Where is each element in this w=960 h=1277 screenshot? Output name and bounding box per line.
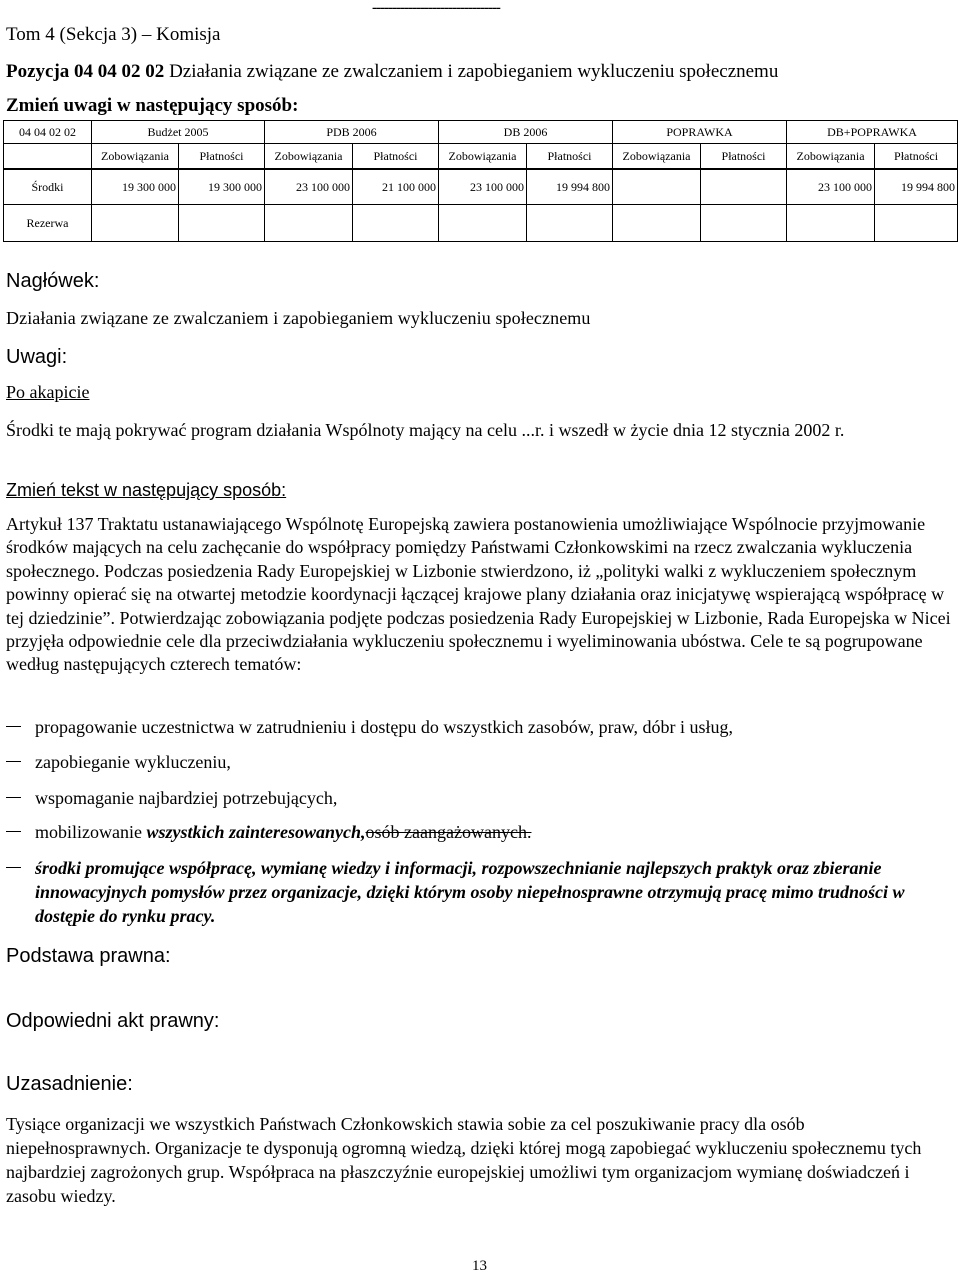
table-cell <box>179 205 265 242</box>
column-header: Zobowiązania <box>787 144 875 170</box>
inserted-text: środki promujące współpracę, wymianę wiedzy i informacji, rozpowszechnianie najlepszych praktyk oraz zbieranie innowacyjnych pomysłów przez organizacje, dzięki którym osoby niepełnosprawne otrzymują pracę mimo trudności w dostępie do rynku pracy. <box>35 858 905 926</box>
dash-bullet <box>6 797 21 798</box>
column-header: Zobowiązania <box>92 144 179 170</box>
column-group: POPRAWKA <box>613 121 787 144</box>
list-item-text <box>35 820 951 844</box>
article-paragraph: Artykuł 137 Traktatu ustanawiającego Wspólnotę Europejską zawiera postanowienia umożliwiające Wspólnocie przyjmowanie środków mających na celu zachęcanie do współpracy pomiędzy Państwami Członkowskimi na rzecz zwalczania wykluczenia społecznego. Podczas posiedzenia Rady Europejskiej w Lizbonie stwierdzono, iż „polityki walki z wykluczeniem społecznym powinny opierać się na otwartej metodzie koordynacji łączącej krajowe plany działania oraz inicjatywę wspierającą współpracę w tej dziedzinie”. Potwierdzając zobowiązania podjęte podczas posiedzenia Rady Europejskiej w Lizbonie, Rada Europejska w Nicei przyjęła odpowiednie cele dla przeciwdziałania wykluczeniu społecznemu i wyeliminowania ubóstwa. Cele te są pogrupowane według następujących czterech tematów: <box>6 514 951 675</box>
table-cell <box>875 205 958 242</box>
remarks-label: Uwagi: <box>6 346 68 368</box>
table-cell: 19 994 800 <box>527 169 613 205</box>
justification-label: Uzasadnienie: <box>6 1073 133 1095</box>
column-header: Zobowiązania <box>439 144 527 170</box>
budget-table <box>3 120 958 242</box>
legal-basis-label: Podstawa prawna: <box>6 945 171 967</box>
inserted-text: wszystkich zainteresowanych, <box>146 822 366 842</box>
after-paragraph-note: Po akapicie <box>6 382 90 402</box>
column-header: Zobowiązania <box>265 144 353 170</box>
table-cell <box>787 205 875 242</box>
top-dash-line: -------------------------------- <box>372 0 500 16</box>
column-header: Płatności <box>353 144 439 170</box>
list-item <box>6 786 951 810</box>
row-label: Rezerwa <box>4 205 92 242</box>
table-row <box>4 205 958 242</box>
deleted-text: osób zaangażowanych. <box>365 822 532 842</box>
list-item-text: propagowanie uczestnictwa w zatrudnieniu i dostępu do wszystkich zasobów, praw, dóbr i usług, <box>35 717 733 737</box>
change-text-instruction: Zmień tekst w następujący sposób: <box>6 480 287 500</box>
item-code: Pozycja 04 04 02 02 <box>6 61 165 82</box>
table-cell: 23 100 000 <box>787 169 875 205</box>
list-item <box>6 750 951 774</box>
column-header: Płatności <box>179 144 265 170</box>
column-group: DB 2006 <box>439 121 613 144</box>
list-item <box>6 856 951 928</box>
table-cell <box>613 205 701 242</box>
empty-cell <box>4 144 92 170</box>
table-cell <box>701 169 787 205</box>
row-label: Środki <box>4 169 92 205</box>
table-cell: 19 994 800 <box>875 169 958 205</box>
change-remarks-heading: Zmień uwagi w następujący sposób: <box>6 95 299 116</box>
dash-bullet <box>6 761 21 762</box>
table-cell <box>701 205 787 242</box>
heading-label: Nagłówek: <box>6 270 100 292</box>
list-item-text: zapobieganie wykluczeniu, <box>35 752 231 772</box>
column-group: DB+POPRAWKA <box>787 121 958 144</box>
legal-act-label: Odpowiedni akt prawny: <box>6 1010 220 1032</box>
table-cell <box>265 205 353 242</box>
column-group: PDB 2006 <box>265 121 439 144</box>
table-cell: 19 300 000 <box>179 169 265 205</box>
dash-bullet <box>6 726 21 727</box>
item-heading <box>6 61 778 83</box>
table-cell: 21 100 000 <box>353 169 439 205</box>
list-item <box>6 820 951 844</box>
column-header: Płatności <box>701 144 787 170</box>
column-header: Zobowiązania <box>613 144 701 170</box>
column-header: Płatności <box>875 144 958 170</box>
column-header: Płatności <box>527 144 613 170</box>
heading-text: Działania związane ze zwalczaniem i zapobieganiem wykluczeniu społecznemu <box>6 308 591 328</box>
funds-paragraph: Środki te mają pokrywać program działania Wspólnoty mający na celu ...r. i wszedł w życie dnia 12 stycznia 2002 r. <box>6 420 845 440</box>
volume-label: Tom 4 (Sekcja 3) – Komisja <box>6 24 221 45</box>
column-group: Budżet 2005 <box>92 121 265 144</box>
page-number: 13 <box>472 1258 487 1274</box>
plain-text: mobilizowanie <box>35 822 147 842</box>
table-cell <box>613 169 701 205</box>
justification-text: Tysiące organizacji we wszystkich Państwach Członkowskich stawia sobie za cel poszukiwanie pracy dla osób niepełnosprawnych. Organizacje te dysponują ogromną wiedzą, dzięki której mogą zapobiegać wykluczeniu społecznemu tych najbardziej zagrożonych grup. Współpraca na płaszczyźnie europejskiej umożliwi tym organizacjom wymianę doświadczeń i zasobu wiedzy. <box>6 1114 922 1206</box>
dash-bullet <box>6 831 21 832</box>
table-cell: 23 100 000 <box>439 169 527 205</box>
table-cell: 23 100 000 <box>265 169 353 205</box>
list-item <box>6 715 951 739</box>
list-item-text: wspomaganie najbardziej potrzebujących, <box>35 788 338 808</box>
item-title: Działania związane ze zwalczaniem i zapobieganiem wykluczeniu społecznemu <box>169 61 779 82</box>
table-row <box>4 169 958 205</box>
table-cell: 19 300 000 <box>92 169 179 205</box>
table-subheader-row <box>4 144 958 170</box>
table-cell <box>353 205 439 242</box>
table-header-row <box>4 121 958 144</box>
table-cell <box>439 205 527 242</box>
table-cell <box>527 205 613 242</box>
budget-line-code: 04 04 02 02 <box>4 121 92 144</box>
table-cell <box>92 205 179 242</box>
dash-bullet <box>6 867 21 868</box>
